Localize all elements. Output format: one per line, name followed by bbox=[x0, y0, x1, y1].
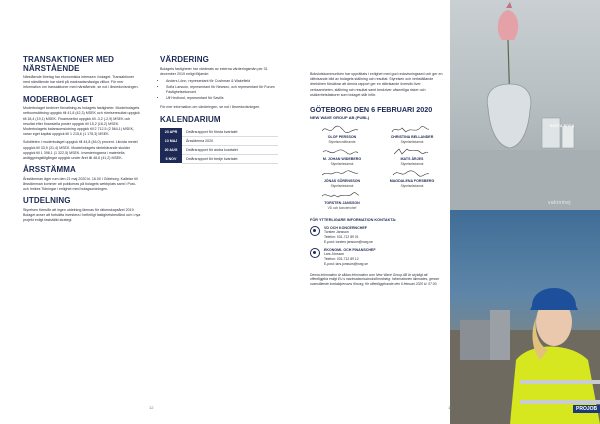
signatory-role: Styrelseledamot bbox=[330, 161, 354, 166]
section-dividend bbox=[23, 197, 141, 223]
dividend-body: Styrelsen föreslår att ingen utdelning lämnas för räkenskapsåret 2019. Bolaget avser att fortsätta investera i befintligt fastighetsbestånd och i nya projekt enligt fastställd strategi. bbox=[23, 207, 141, 223]
transactions-body: Närstående företag har ekonomiska intressen i bolaget. Transaktioner med närstående har skett på marknadsmässiga villkor. För mer information om transaktioner med närstående, se not i årsredovisningen. bbox=[23, 75, 139, 90]
company-name: NEW WAVE GROUP AB (PUBL) bbox=[310, 115, 370, 121]
section-calendar bbox=[160, 116, 278, 164]
parent-company-body-1: Moderbolaget bedriver förvaltning av bolagets fastigheter. Moderbolagets nettoomsättning uppgick till 41,8 (42,3) MSEK och rörelseresultat uppgick till 18,4 (19,1) MSEK. Finansnettot uppgick till -3,2 (-2,9) MSEK och resultat efter finansiella poster uppgick till 15,2 (16,2) MSEK. Moderbolagets balansomslutning uppgick till 2 712,5 (2 564,1) MSEK, varav eget kapital uppgick till 1 215,6 (1 178,3) MSEK. bbox=[23, 106, 140, 137]
signature-scribble-icon bbox=[390, 147, 430, 156]
calendar-date: 23 APR bbox=[160, 128, 182, 137]
valuation-list bbox=[160, 79, 278, 101]
signature-scribble-icon bbox=[390, 169, 430, 178]
signatory-role: Styrelseledamot bbox=[400, 139, 424, 144]
signature-block bbox=[310, 146, 374, 168]
signatory-role: Styrelseledamot bbox=[400, 161, 424, 166]
signatory-name: OLOF PERSSON bbox=[327, 135, 357, 140]
calendar-event: Årsstämma 2020 bbox=[182, 136, 278, 145]
calendar-event: Delårsrapport för första kvartalet bbox=[182, 128, 278, 137]
valuation-item: • Ulf Hedlund, representant för Savills bbox=[166, 96, 278, 102]
signature-block bbox=[310, 190, 374, 212]
vase-illustration-icon bbox=[450, 0, 600, 210]
middle-column bbox=[160, 56, 278, 169]
valuation-item: • Sofia Larsson, representant för Newsec, och representant för Forum Fastighetsekonomi bbox=[166, 85, 278, 96]
signature-block bbox=[380, 168, 444, 190]
contact-email[interactable]: E-post: torsten.jansson@nwg.se bbox=[324, 239, 373, 244]
signature-scribble-icon bbox=[390, 125, 430, 134]
signature-block bbox=[380, 146, 444, 168]
page-number-left: 12 bbox=[149, 405, 154, 410]
calendar-heading: KALENDARIUM bbox=[160, 115, 221, 125]
left-column bbox=[23, 56, 141, 228]
signatory-name: MAGDALENA FORSBERG bbox=[389, 179, 435, 184]
contact-role: VD OCH KONCERNCHEF bbox=[324, 226, 367, 231]
brand-photo-strip bbox=[450, 0, 600, 424]
contact-role: EKONOMI- OCH FINANSCHEF bbox=[324, 248, 376, 253]
calendar-date: 6 NOV bbox=[160, 154, 182, 163]
calendar-table bbox=[160, 128, 278, 164]
contact-details bbox=[324, 226, 373, 244]
person-icon bbox=[310, 226, 320, 236]
contact-name: Torsten Jansson bbox=[324, 230, 349, 235]
contact-details bbox=[324, 248, 376, 266]
calendar-row bbox=[160, 128, 278, 137]
signature-block bbox=[310, 168, 374, 190]
vakinmej-wordmark: vakinmej bbox=[548, 200, 571, 206]
contact-block bbox=[310, 248, 444, 266]
calendar-row bbox=[160, 154, 278, 163]
calendar-event: Delårsrapport för andra kvartalet bbox=[182, 145, 278, 154]
glassware-photo bbox=[450, 0, 600, 210]
section-agm bbox=[23, 166, 141, 192]
section-valuation bbox=[160, 56, 278, 110]
signatory-role: Styrelseordförande bbox=[328, 139, 356, 144]
contact-heading: FÖR YTTERLIGARE INFORMATION KONTAKTA: bbox=[310, 218, 397, 223]
valuation-outro: För mer information om värderingen, se not i årsredovisningen. bbox=[160, 105, 261, 110]
signing-column bbox=[310, 72, 444, 287]
contact-phone: Telefon: 031-712 89 01 bbox=[324, 234, 359, 239]
parent-company-heading: MODERBOLAGET bbox=[23, 94, 94, 104]
signature-scribble-icon bbox=[320, 169, 360, 178]
contact-block bbox=[310, 226, 444, 244]
agm-heading: ÅRSSTÄMMA bbox=[23, 165, 76, 175]
signatory-name: M. JOHAN WIDEBERG bbox=[322, 157, 362, 162]
transactions-heading: TRANSAKTIONER MED NÄRSTÅENDE bbox=[23, 55, 115, 73]
signature-grid bbox=[310, 124, 444, 212]
signatory-name: TORSTEN JANSSON bbox=[324, 201, 360, 206]
calendar-row bbox=[160, 136, 278, 145]
section-parent-company bbox=[23, 96, 141, 162]
signature-block bbox=[310, 124, 374, 146]
valuation-item: • Anders Lönn, representant för Cushman & Wakefield bbox=[166, 79, 278, 85]
signatory-role: Styrelseledamot bbox=[330, 183, 354, 188]
signatory-name: MATS ÅRJES bbox=[400, 157, 424, 162]
contact-name: Lars Jönsson bbox=[324, 252, 345, 257]
projob-logo: PROJOB bbox=[573, 405, 600, 413]
section-transactions bbox=[23, 56, 141, 91]
disclosure-note: Denna information är sådan information som New Wave Group AB är skyldigt att offentliggöra enligt EU:s marknadsmissbruksförordning. Informationen lämnades, genom ovanstående kontaktpersons försorg, för offentliggörande den 6 februari 2020 kl. 07.00. bbox=[310, 272, 440, 286]
signing-place-date: GÖTEBORG DEN 6 FEBRUARI 2020 bbox=[310, 105, 433, 115]
signature-block bbox=[380, 124, 444, 146]
person-icon bbox=[310, 248, 320, 258]
valuation-intro: Bolagets fastigheter har värderats av externa värderingsmän per 31 december 2019 enligt följande: bbox=[160, 66, 268, 76]
signatory-role: VD och koncernchef bbox=[327, 205, 357, 210]
workwear-photo bbox=[450, 210, 600, 424]
signatory-role: Styrelseledamot bbox=[400, 183, 424, 188]
valuation-heading: VÄRDERING bbox=[160, 55, 209, 64]
kosta-boda-logo: KOSTA BODA bbox=[550, 124, 575, 128]
parent-company-body-2: Soliditeten i moderbolaget uppgick till 44,8 (46,0) procent. Likvida medel uppgick till 33,9 (31,4) MSEK. Moderbolagets räntebärande skulder uppgick till 1 398,1 (1 322,5) MSEK. Investeringarna i materiella anläggningstillgångar uppgick under året till 48,6 (41,2) MSEK. bbox=[23, 140, 138, 160]
right-page bbox=[302, 0, 600, 424]
signatory-name: CHRISTINA BELLANDER bbox=[390, 135, 434, 140]
signature-scribble-icon bbox=[320, 191, 360, 200]
signature-scribble-icon bbox=[320, 147, 360, 156]
calendar-row bbox=[160, 145, 278, 154]
board-statement: Bokslutskommunikén har upprättats i enlighet med god redovisningssed och ger en rättvisande bild av bolagets ställning och resultat. Styrelsen och verkställande direktören försäkrar att denna rapport ger en rättvisande översikt över verksamheten, ställning och resultat samt beskriver väsentliga risker och osäkerhetsfaktorer som bolaget står inför. bbox=[310, 72, 443, 97]
page-number-right: 13 bbox=[448, 405, 453, 410]
worker-illustration-icon bbox=[450, 210, 600, 424]
dividend-heading: UTDELNING bbox=[23, 196, 71, 206]
agm-body: Årsstämman äger rum den 21 maj 2020 kl. 16.00 i Göteborg. Kallelse till årsstämman kommer att publiceras på bolagets webbplats samt i Post- och Inrikes Tidningar i enlighet med bolagsordningen. bbox=[23, 176, 138, 192]
calendar-event: Delårsrapport för tredje kvartalet bbox=[182, 154, 278, 163]
calendar-date: 13 MAJ bbox=[160, 136, 182, 145]
contact-phone: Telefon: 031-712 89 12 bbox=[324, 257, 359, 262]
calendar-date: 20 AUG bbox=[160, 145, 182, 154]
signatory-name: JÓNAS SÖRENSSON bbox=[323, 179, 361, 184]
contact-email[interactable]: E-post: lars.jonsson@nwg.se bbox=[324, 262, 368, 266]
signature-scribble-icon bbox=[320, 125, 360, 134]
